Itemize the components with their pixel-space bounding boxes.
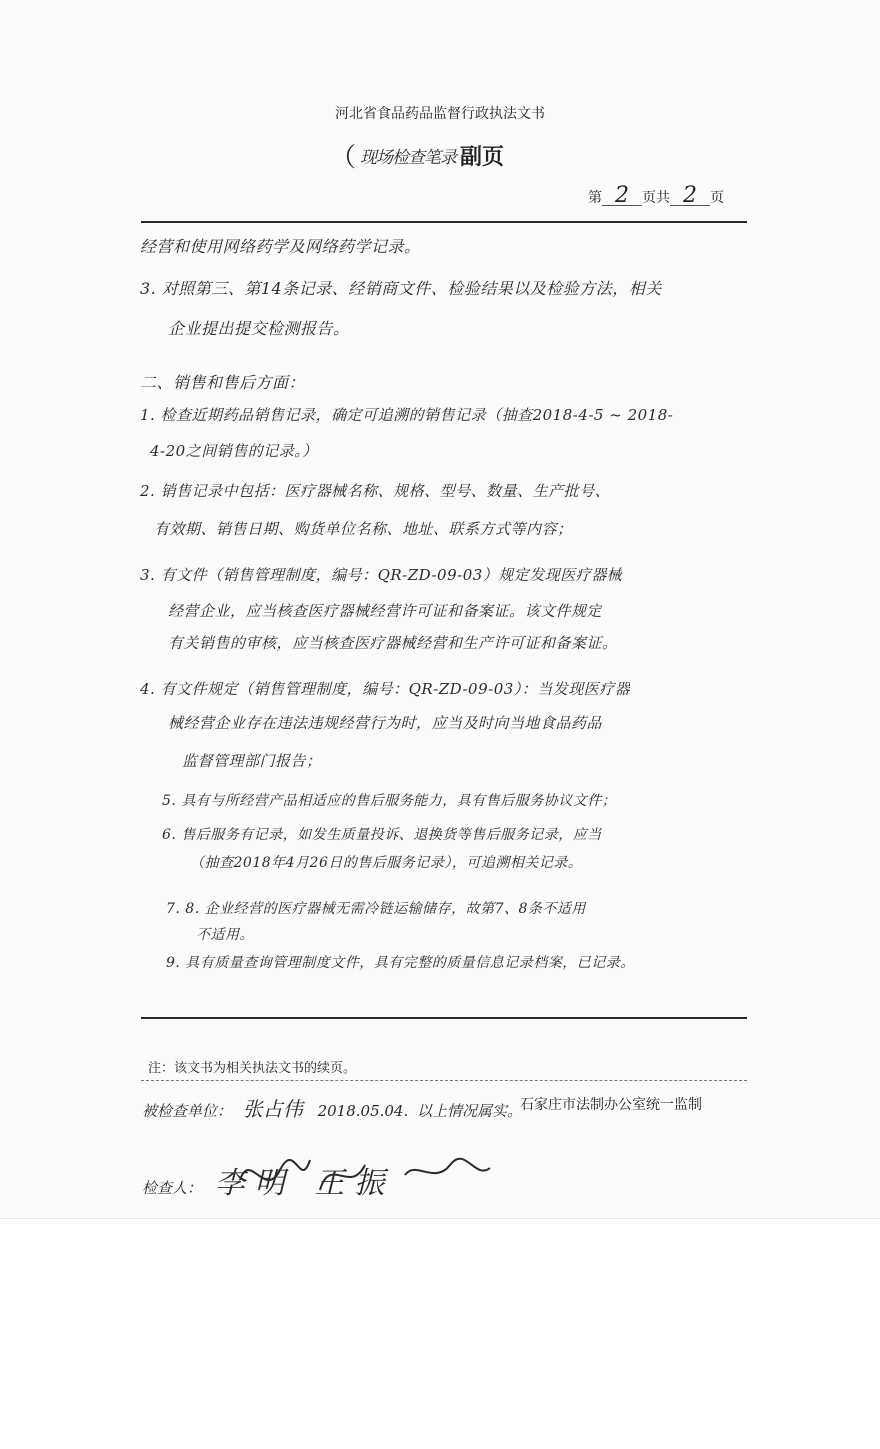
body-line: 械经营企业存在违法违规经营行为时，应当及时向当地食品药品	[168, 714, 603, 732]
body-line: 1. 检查近期药品销售记录，确定可追溯的销售记录（抽查2018-4-5 ~ 2018-	[140, 406, 674, 424]
body-line: 企业提出提交检测报告。	[168, 319, 350, 338]
body-line: 7. 8. 企业经营的医疗器械无需冷链运输储存，故第7、8条不适用	[166, 901, 586, 917]
body-line: 3. 有文件（销售管理制度，编号：QR-ZD-09-03）规定发现医疗器械	[140, 566, 623, 584]
inspected-party-remark: 以上情况属实。	[417, 1102, 523, 1120]
body-line: （抽查2018年4月26日的售后服务记录），可追溯相关记录。	[190, 855, 583, 871]
body-line: 5. 具有与所经营产品相适应的售后服务能力，具有售后服务协议文件；	[162, 793, 617, 809]
bottom-rule	[141, 1017, 747, 1019]
inspected-party-name: 张占伟	[242, 1097, 303, 1121]
inspected-party-signature-line	[142, 1093, 522, 1122]
inspector-label: 检查人：	[142, 1179, 203, 1197]
inspected-party-label: 被检查单位：	[142, 1102, 233, 1120]
body-line: 3. 对照第三、第14条记录、经销商文件、检验结果以及检验方法，相关	[140, 279, 662, 298]
inspected-party-date: 2018.05.04.	[317, 1102, 409, 1120]
supervising-organization: 石家庄市法制办公室统一监制	[520, 1097, 702, 1113]
body-line: 有关销售的审核，应当核查医疗器械经营和生产许可证和备案证。	[168, 634, 618, 652]
page-prefix: 第	[588, 190, 602, 206]
page-total: 2	[670, 187, 710, 206]
body-line: 二、销售和售后方面：	[140, 373, 306, 392]
document-header-title: 河北省食品药品监督行政执法文书	[335, 106, 545, 122]
page-middle: 页共	[642, 190, 670, 206]
body-line: 经营和使用网络药学及网络药学记录。	[140, 237, 421, 256]
page-current: 2	[602, 187, 642, 206]
title-open-paren: （	[330, 142, 357, 173]
top-rule	[141, 221, 747, 223]
document-title	[330, 138, 504, 172]
page-number	[588, 183, 724, 208]
body-line: 4. 有文件规定（销售管理制度，编号：QR-ZD-09-03）：当发现医疗器	[140, 680, 631, 698]
footnote: 注：该文书为相关执法文书的续页。	[148, 1061, 357, 1076]
title-suffix: 副页	[460, 144, 505, 170]
body-line: 经营企业，应当核查医疗器械经营许可证和备案证。该文件规定	[168, 602, 603, 620]
footnote-divider	[141, 1080, 747, 1081]
body-line: 监督管理部门报告；	[182, 752, 322, 770]
body-line: 2. 销售记录中包括：医疗器械名称、规格、型号、数量、生产批号、	[140, 482, 611, 500]
body-line: 6. 售后服务有记录，如发生质量投诉、退换货等售后服务记录，应当	[162, 827, 602, 843]
title-handwritten: 现场检查笔录	[360, 147, 457, 168]
body-line: 不适用。	[196, 927, 254, 943]
inspector-signature-strokes	[230, 1140, 530, 1210]
page-suffix: 页	[710, 190, 724, 206]
body-line: 4-20之间销售的记录。）	[150, 442, 318, 460]
body-line: 有效期、销售日期、购货单位名称、地址、联系方式等内容；	[154, 520, 573, 538]
inspector-names: 李明 王振	[214, 1166, 395, 1201]
body-line: 9. 具有质量查询管理制度文件，具有完整的质量信息记录档案，已记录。	[166, 955, 635, 971]
